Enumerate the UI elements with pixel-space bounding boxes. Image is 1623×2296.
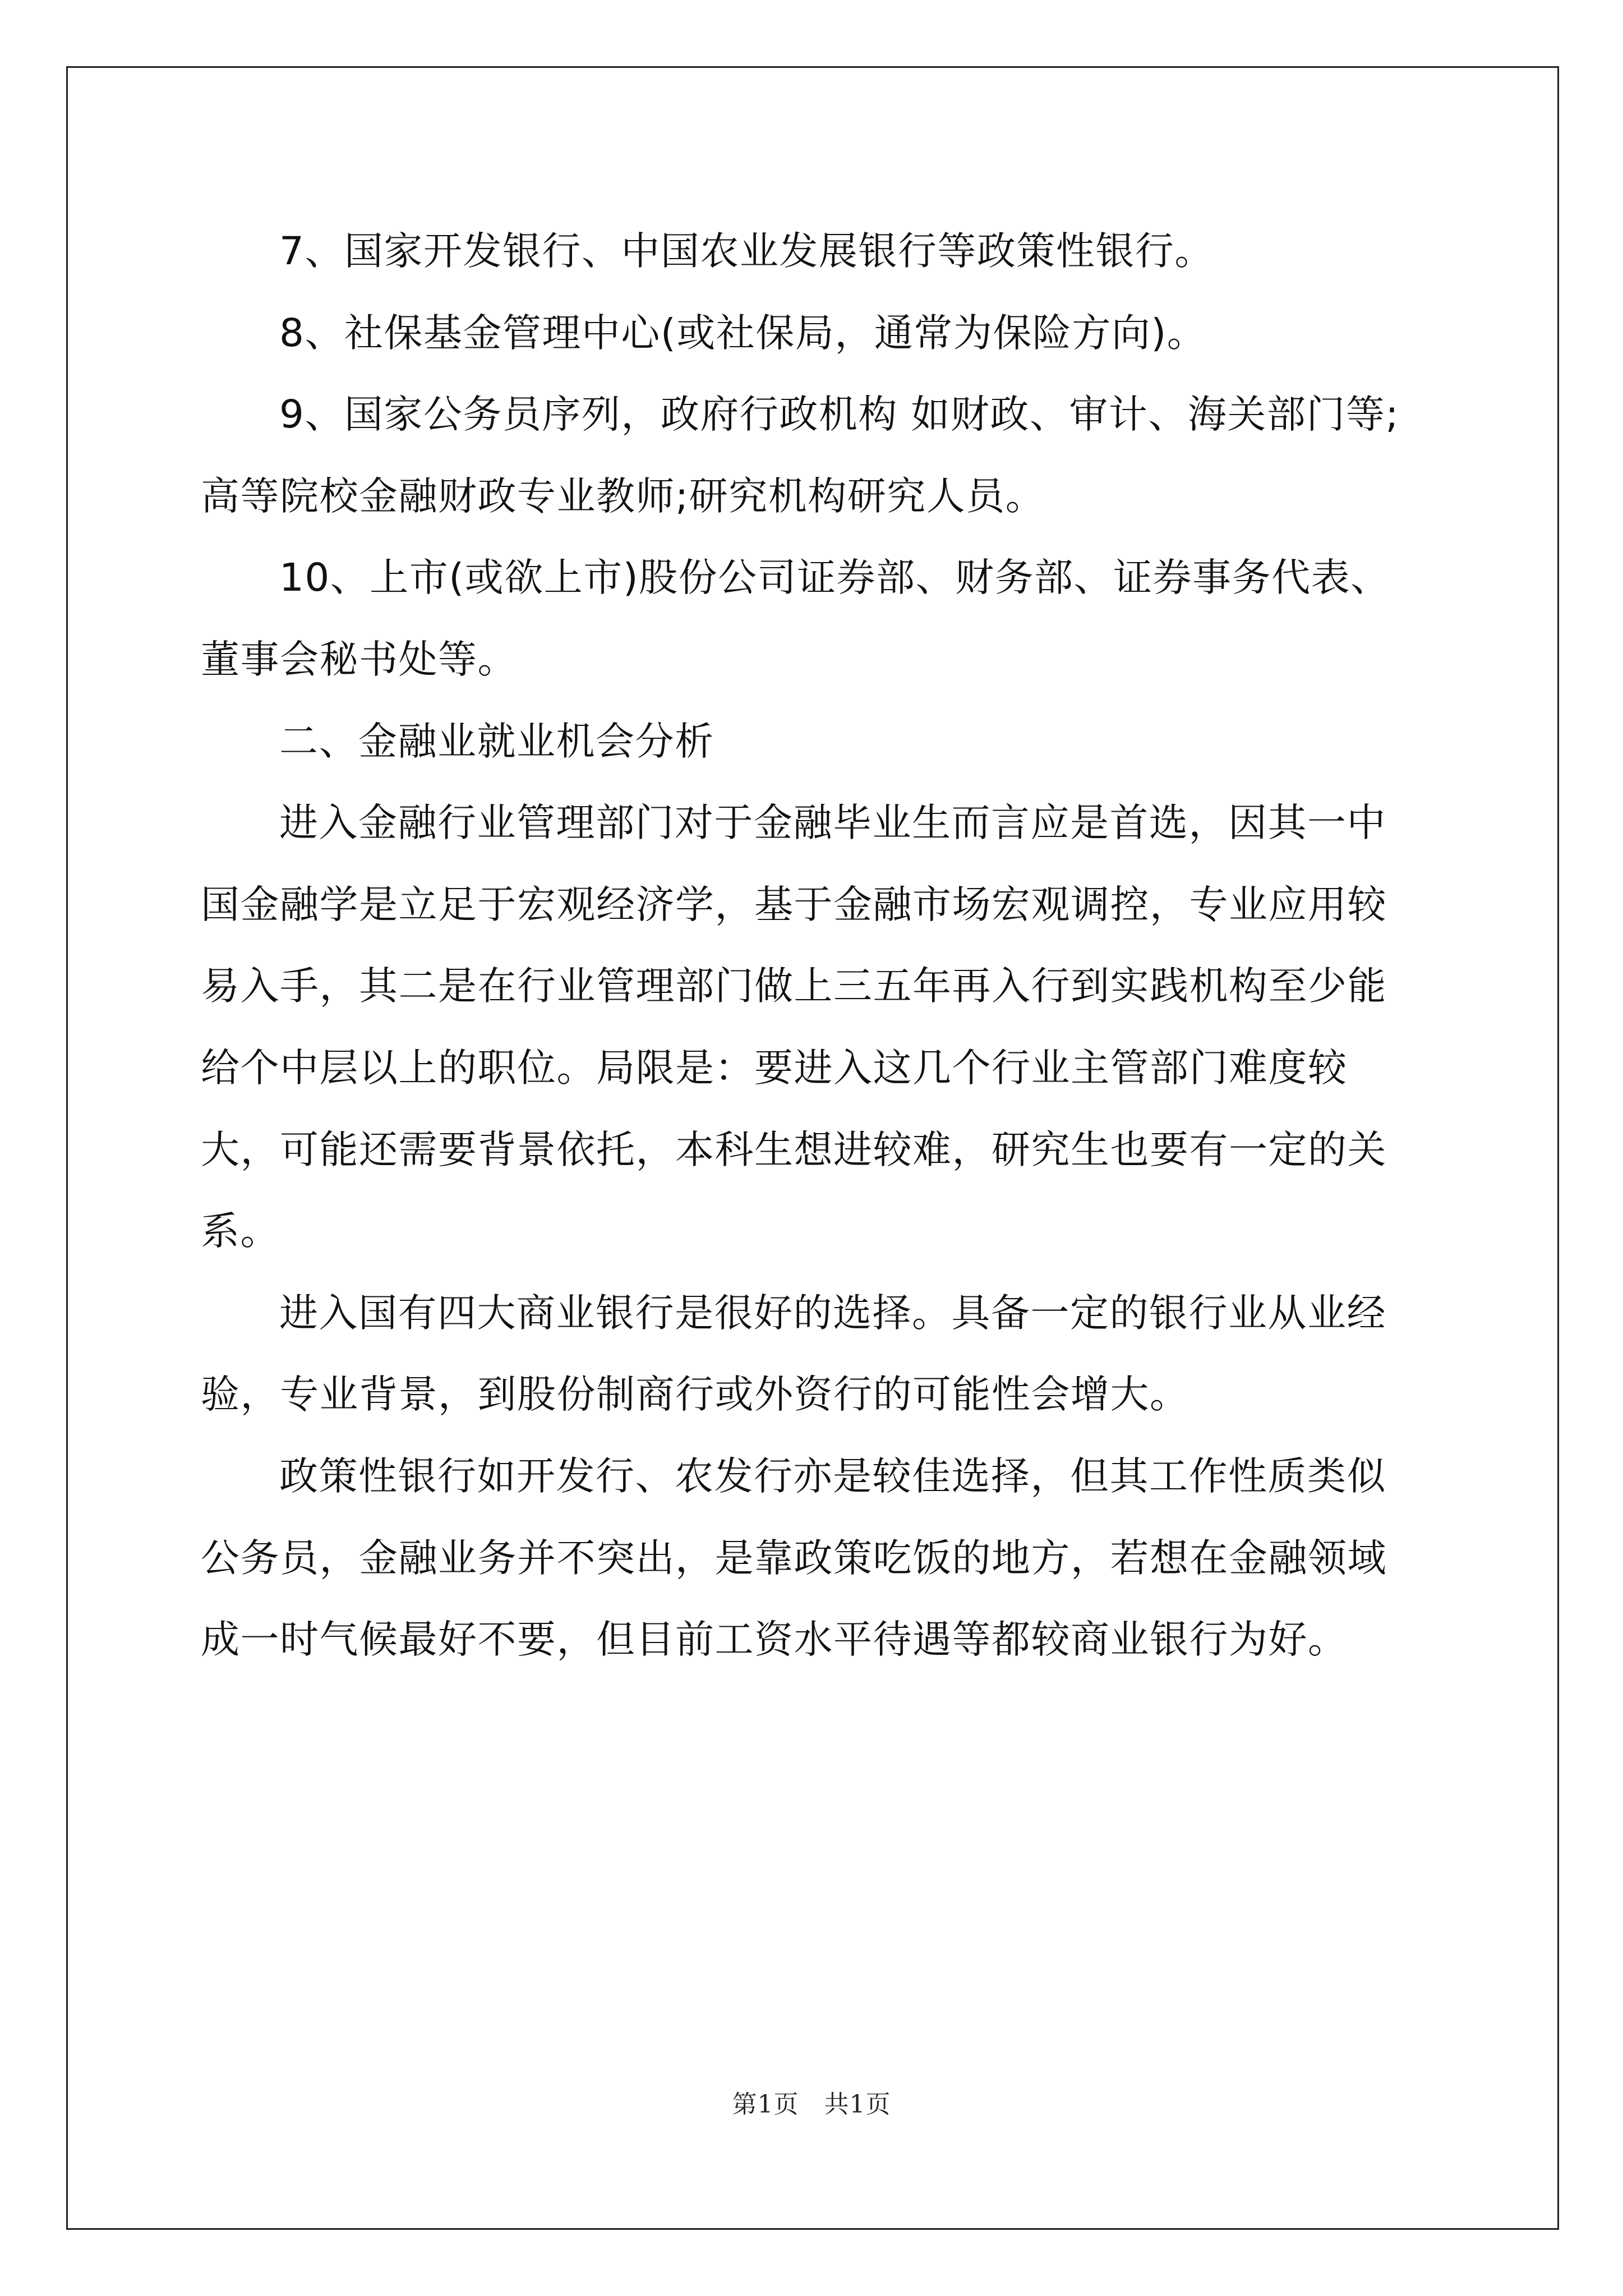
paragraph-state-banks: 进入国有四大商业银行是很好的选择。具备一定的银行业从业经验，专业背景，到股份制商行或外资行的可能性会增大。 xyxy=(201,1290,1386,1418)
paragraph-policy-banks: 政策性银行如开发行、农发行亦是较佳选择，但其工作性质类似公务员，金融业务并不突出，是靠政策吃饭的地方，若想在金融领域成一时气候最好不要，但目前工资水平待遇等都较商业银行为好。 xyxy=(201,1453,1387,1663)
page-number-footer: 第1页 共1页 xyxy=(732,2090,891,2119)
section-heading: 二、金融业就业机会分析 xyxy=(279,719,714,764)
paragraph-item-10: 10、上市(或欲上市)股份公司证券部、财务部、证券事务代表、董事会秘书处等。 xyxy=(201,555,1390,682)
paragraph-management-departments: 进入金融行业管理部门对于金融毕业生而言应是首选，因其一中国金融学是立足于宏观经济学，基于金融市场宏观调控，专业应用较易入手，其二是在行业管理部门做上三五年再入行到实践机构至少能给个中层以上的职位。局限是：要进入这几个行业主管部门难度较大，可能还需要背景依托，本科生想进较难，研究生也要有一定的关系。 xyxy=(201,800,1387,1254)
paragraph-item-8: 8、社保基金管理中心(或社保局，通常为保险方向)。 xyxy=(279,310,1207,356)
document-body xyxy=(201,211,1423,1681)
paragraph-item-9: 9、国家公务员序列，政府行政机构 如财政、审计、海关部门等;高等院校金融财政专业教师;研究机构研究人员。 xyxy=(201,392,1400,519)
paragraph-item-7: 7、国家开发银行、中国农业发展银行等政策性银行。 xyxy=(279,229,1214,274)
